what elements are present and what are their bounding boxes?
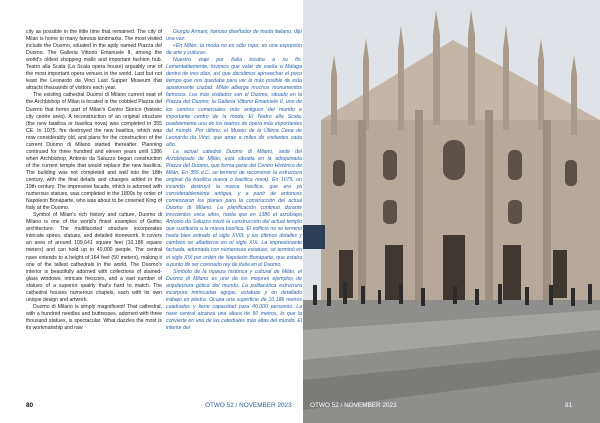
duomo-photo bbox=[303, 0, 600, 423]
spanish-paragraph: La actual catedral Duomo di Milano, sede del Arzobispado de Milán, está situada en la adoquinada Piazza del Duomo, que forma parte del Centro Histórico de Milán. En 355 d.C. se terminó de reconstruir la estructura original (la basílica nueva o basílica nova). En 1075, un incendio destruyó la nueva basílica, que era ya considerablemente antigua, y a partir de entonces comenzaron los planes para la construcción del actual Duomo di Milano. La planificación continuó durante trescientos once años, hasta que en 1386 el arzobispo Antonio da Saluzzo inició la construcción del actual templo que sustituiría a la nueva basílica. El edificio no se terminó hasta bien entrado el siglo XVIII, y los últimos detalles y cambios se añadieron en el siglo XIX. La impresionante fachada, adornada con numerosas estatuas, se terminó en el siglo XIX por orden de Napoleón Bonaparte, que estaba a punto de ser coronado rey de Italia en el Duomo. bbox=[166, 148, 302, 268]
issue-label-left: OTWO 52 / NOVEMBER 2023 bbox=[205, 402, 292, 409]
english-paragraph: Symbol of Milan's rich history and culture, Duomo di Milano is one of the world's finest examples of Gothic architecture. The multifaceted structure incorporates intricate spires, statues, and detailed stonework. It covers an area of around 109,641 square feet (10,186 square meters) and can hold up to 40,000 people. The central nave extends to a height of 164 feet (50 meters), making it one of the tallest cathedrals in the world. The Duomo's interior is beautifully adorned with collections of stained-glass windows, intricate frescoes, and a vast number of statues of a superior quality that's hard to match. The cathedral houses numerous chapels, each with its own unique design and artwork. bbox=[26, 212, 162, 303]
spanish-text-column bbox=[166, 29, 302, 399]
billboard-screen bbox=[303, 225, 325, 249]
spanish-paragraph: Símbolo de la riqueza histórica y cultural de Milán, el Duomo di Milano es uno de los mejores ejemplos de arquitectura gótica del mundo. La polifacética estructura incorpora intrincadas agujas, estatuas y un detallado trabajo en piedra. Ocupa una superficie de 10.186 metros cuadrados y tiene capacidad para 40.000 personas. La nave central alcanza una altura de 50 metros, lo que la convierte en una de las catedrales más altas del mundo. El interior del bbox=[166, 268, 302, 331]
page-number-left: 80 bbox=[26, 402, 34, 409]
spanish-quote: «En Milán, la moda no es sólo ropa; es una expresión de arte y cultura». bbox=[166, 43, 302, 57]
issue-label-right: OTWO 52 / NOVEMBER 2023 bbox=[310, 402, 397, 409]
page-number-right: 81 bbox=[565, 402, 573, 409]
english-text-column bbox=[26, 29, 162, 399]
spanish-paragraph: Nuestro viaje por Italia tocaba a su fin. Lamentablemente, tuvimos que volar de vuelta a Málaga dentro de tres días, así que decidimos aprovechar el poco tiempo que nos quedaba para ver la más posible de esta apasionante ciudad. Milán alberga muchos monumentos famosos. Los más visitados son el Duomo, situado en la Piazza del Duomo; la Galleria Vittorio Emanuele II, uno de los centros comerciales más antiguos del mundo e importante centro de la moda; El Teatro alla Scala, posiblemente uno de los teatros de ópera más importantes del mundo. Por último, el Museo de la Última Cena de Leonardo da Vinci, que atrae a miles de visitantes cada año. bbox=[166, 57, 302, 148]
english-paragraph: city as possible in the little time that remained. The city of Milan is home to many famous landmarks. The most visited include the Duomo, situated in the aptly named Piazza del Duomo. The Galleria Vittorio Emanuele II, among the world's oldest shopping malls and important fashion hub. Teatro alla Scala (La Scala opera house) arguably one of the most important opera venues in the world. Last but not least the Leonardo da Vinci Last Supper Museum that attracts thousands of visitors each year. bbox=[26, 29, 162, 92]
english-paragraph: Duomo di Milano is simply magnificent! That cathedral, with a hundred needles and buttresses, adorned with three thousand statues, is spectacular. What dazzles the most is its workmanship and raw bbox=[26, 303, 162, 331]
spanish-quote-intro: Giorgio Armani, famoso diseñador de moda italiano, dijo una vez: bbox=[166, 29, 302, 43]
duomo-illustration bbox=[303, 0, 600, 423]
english-paragraph: The existing cathedral Duomo di Milano current seat of the Archbishop of Milan is located in the cobbled Piazza del Duomo that forms part of Milan's Centro Storico (historic city centre area). A reconstruction of an original structure (the new basilica or basilica nova) was completed in 355 CE. In 1075, fire destroyed the new basilica, which was now considerably old, and plans for the construction of the current Duomo di Milano started thereafter. Planning continued for three hundred and eleven years until 1386 when Archbishop, Antonio da Saluzzo began construction of the current temple that would replace the new basilica. The building was not completed and well into the 18th century, with the final details and changes added in the 19th century. The impressive facade, which is adorned with numerous statues, was completed in the 1800s by order of Napoleon Bonaparte, who was about to be crowned King of Italy at the Duomo. bbox=[26, 92, 162, 212]
